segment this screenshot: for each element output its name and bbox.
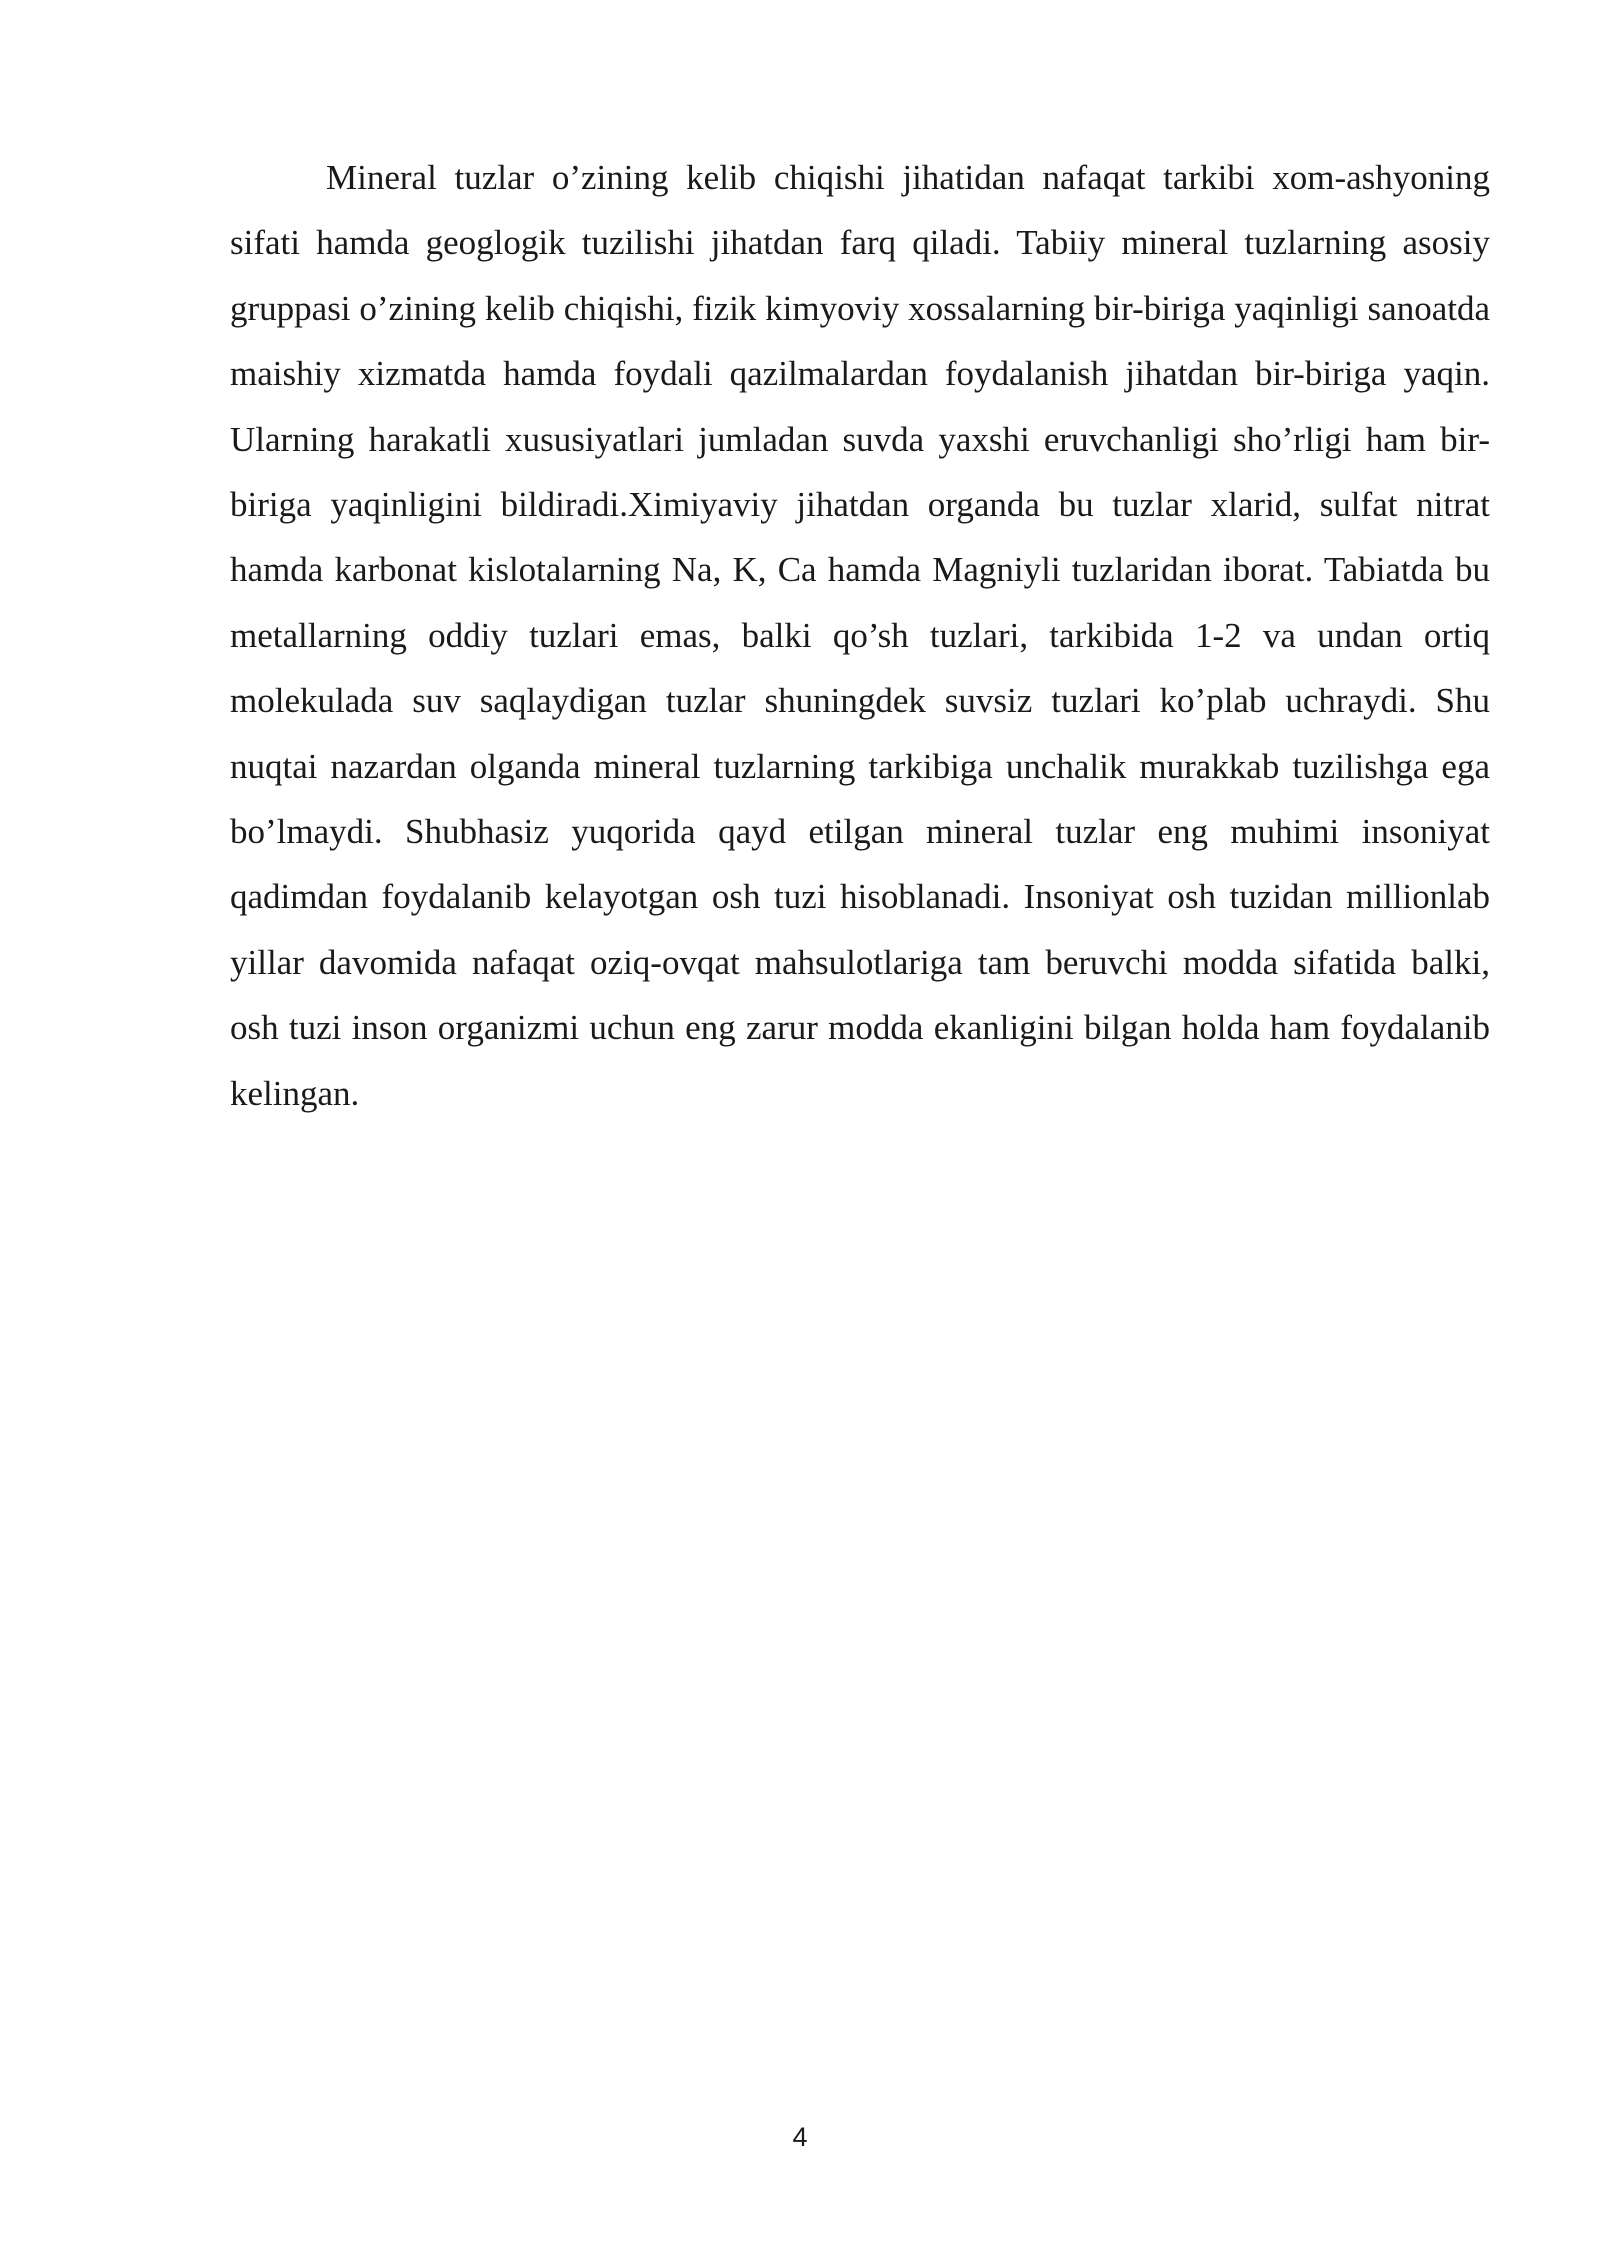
- body-paragraph: Mineral tuzlar o’zining kelib chiqishi jihatidan nafaqat tarkibi xom-ashyoning sifati hamda geoglogik tuzilishi jihatdan farq qiladi. Tabiiy mineral tuzlarning asosiy gruppasi o’zining kelib chiqishi, fizik kimyoviy xossalarning bir-biriga yaqinligi sanoatda maishiy xizmatda hamda foydali qazilmalardan foydalanish jihatdan bir-biriga yaqin. Ularning harakatli xususiyatlari jumladan suvda yaxshi eruvchanligi sho’rligi ham bir-biriga yaqinligini bildiradi.Ximiyaviy jihatdan organda bu tuzlar xlarid, sulfat nitrat hamda karbonat kislotalarning Na, K, Ca hamda Magniyli tuzlaridan iborat. Tabiatda bu metallarning oddiy tuzlari emas, balki qo’sh tuzlari, tarkibida 1-2 va undan ortiq molekulada suv saqlaydigan tuzlar shuningdek suvsiz tuzlari ko’plab uchraydi. Shu nuqtai nazardan olganda mineral tuzlarning tarkibiga unchalik murakkab tuzilishga ega bo’lmaydi. Shubhasiz yuqorida qayd etilgan mineral tuzlar eng muhimi insoniyat qadimdan foydalanib kelayotgan osh tuzi hisoblanadi. Insoniyat osh tuzidan millionlab yillar davomida nafaqat oziq-ovqat mahsulotlariga tam beruvchi modda sifatida balki, osh tuzi inson organizmi uchun eng zarur modda ekanligini bilgan holda ham foydalanib kelingan.: [230, 158, 1490, 1113]
- page-number: 4: [792, 2122, 808, 2152]
